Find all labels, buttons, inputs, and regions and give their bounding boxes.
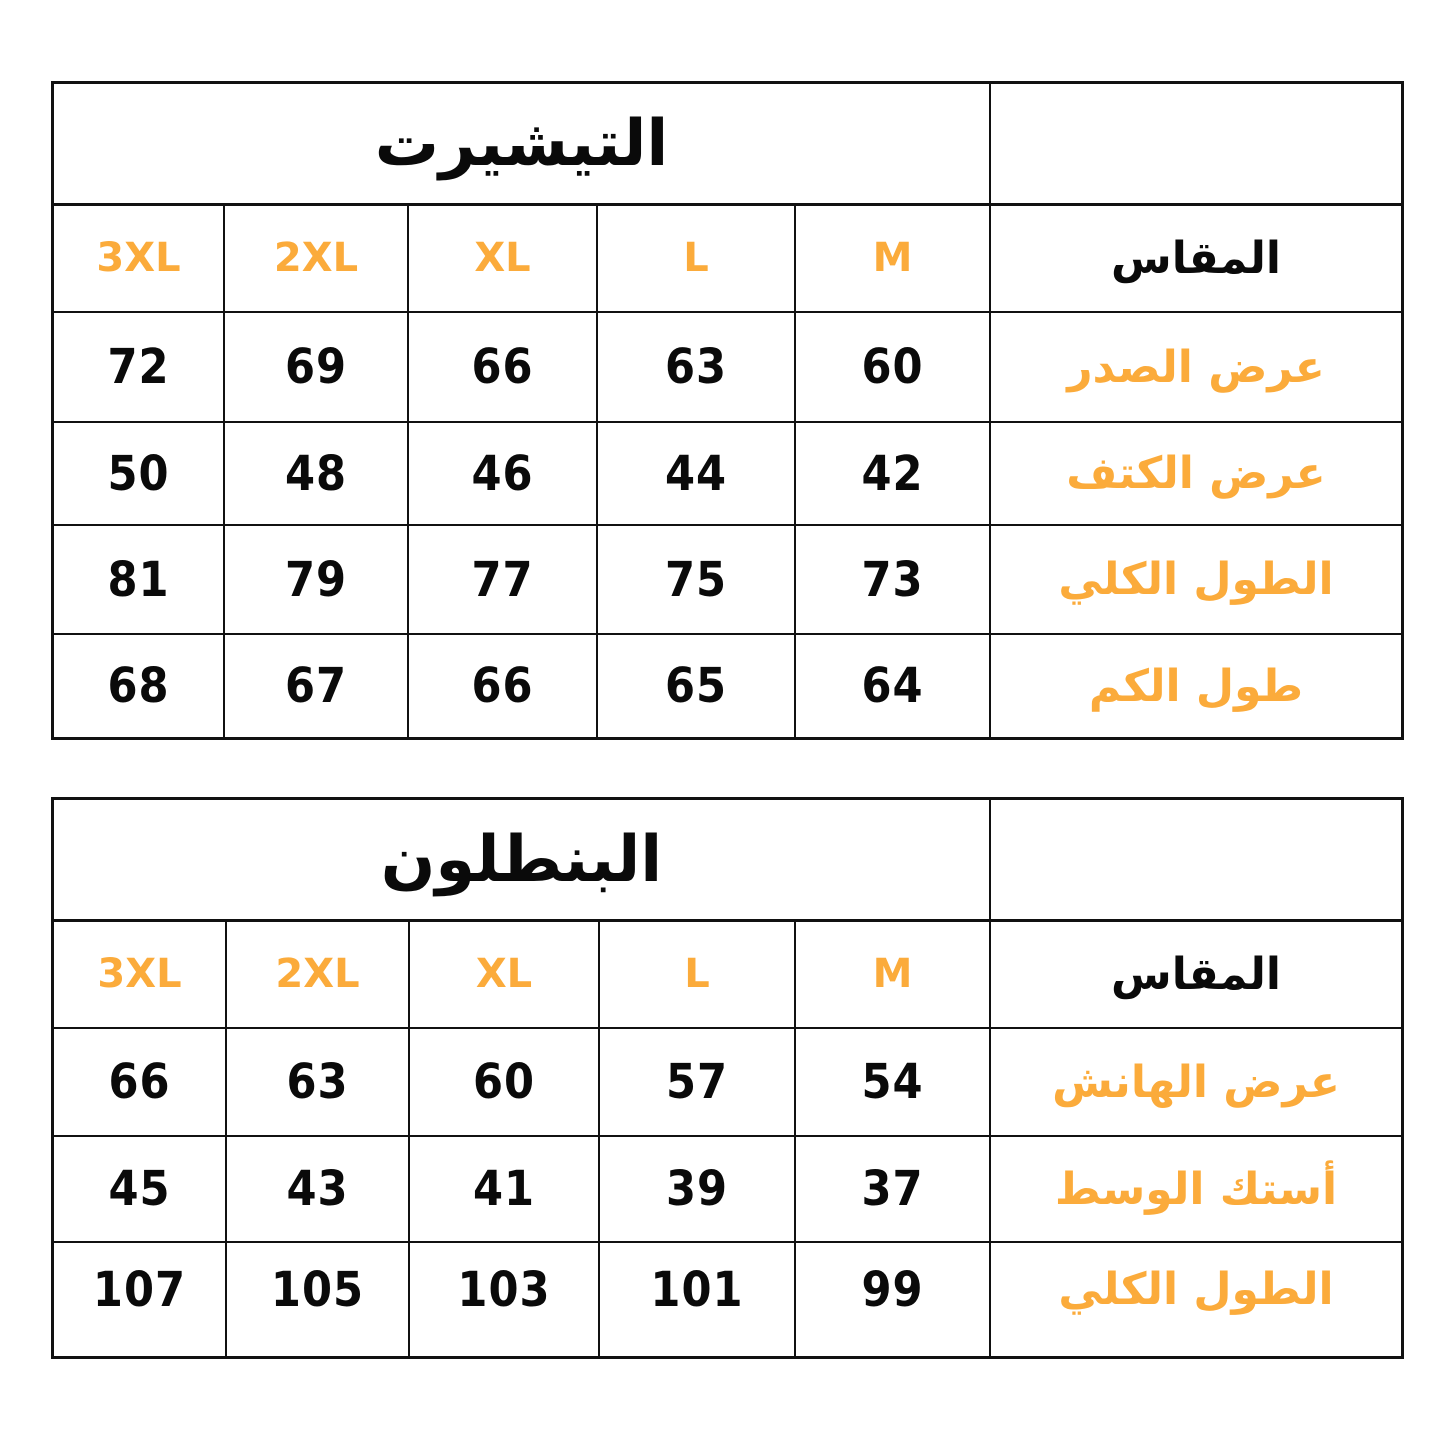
value-cell: 99 — [861, 1261, 924, 1318]
size-header: المقاس — [1111, 232, 1282, 284]
empty-corner-cell — [991, 84, 1401, 203]
value-cell: 63 — [664, 339, 728, 395]
value-cell: 73 — [861, 551, 924, 608]
size-2xl: 2XL — [273, 235, 359, 281]
value-cell: 79 — [284, 551, 348, 608]
value-cell: 39 — [665, 1161, 729, 1217]
value-cell: 81 — [107, 551, 170, 608]
value-cell: 72 — [107, 339, 170, 395]
value-cell: 60 — [472, 1054, 536, 1110]
value-cell: 107 — [92, 1261, 187, 1318]
value-cell: 66 — [471, 339, 534, 395]
value-cell: 37 — [861, 1161, 924, 1217]
measure-label: عرض الهانش — [1052, 1056, 1340, 1108]
value-cell: 66 — [108, 1054, 171, 1110]
measure-label: الطول الكلي — [1058, 1264, 1334, 1315]
value-cell: 103 — [457, 1261, 551, 1318]
value-cell: 41 — [472, 1161, 536, 1217]
value-cell: 67 — [284, 658, 348, 714]
size-m: M — [872, 235, 913, 281]
value-cell: 46 — [471, 445, 534, 502]
value-cell: 75 — [664, 551, 728, 608]
size-2xl: 2XL — [275, 951, 360, 997]
value-cell: 69 — [284, 339, 348, 395]
value-cell: 64 — [861, 658, 924, 714]
measure-label: الطول الكلي — [1058, 554, 1334, 605]
measure-label: أستك الوسط — [1054, 1163, 1338, 1215]
value-cell: 101 — [650, 1261, 744, 1318]
value-cell: 66 — [471, 658, 534, 714]
size-m: M — [872, 951, 913, 997]
value-cell: 77 — [471, 551, 534, 608]
value-cell: 44 — [664, 445, 728, 502]
size-header: المقاس — [1111, 948, 1282, 1000]
size-l: L — [683, 235, 709, 281]
value-cell: 42 — [861, 445, 924, 502]
measure-label: عرض الصدر — [1067, 341, 1325, 393]
tshirt-size-table — [51, 81, 1404, 740]
pants-size-table — [51, 797, 1404, 1359]
value-cell: 45 — [108, 1161, 171, 1217]
table-title: البنطلون — [380, 822, 663, 897]
value-cell: 50 — [107, 445, 170, 502]
table-title: التيشيرت — [374, 106, 669, 181]
value-cell: 43 — [286, 1161, 349, 1217]
value-cell: 48 — [284, 445, 348, 502]
value-cell: 57 — [665, 1054, 729, 1110]
measure-label: عرض الكتف — [1066, 448, 1326, 499]
size-3xl: 3XL — [96, 235, 181, 281]
value-cell: 105 — [270, 1261, 365, 1318]
size-3xl: 3XL — [97, 951, 182, 997]
value-cell: 63 — [286, 1054, 349, 1110]
size-xl: XL — [475, 951, 533, 997]
size-xl: XL — [474, 235, 531, 281]
value-cell: 60 — [861, 339, 924, 395]
value-cell: 68 — [107, 658, 170, 714]
size-l: L — [684, 951, 710, 997]
value-cell: 65 — [664, 658, 728, 714]
value-cell: 54 — [861, 1054, 924, 1110]
empty-corner-cell — [991, 800, 1401, 919]
measure-label: طول الكم — [1088, 660, 1304, 712]
